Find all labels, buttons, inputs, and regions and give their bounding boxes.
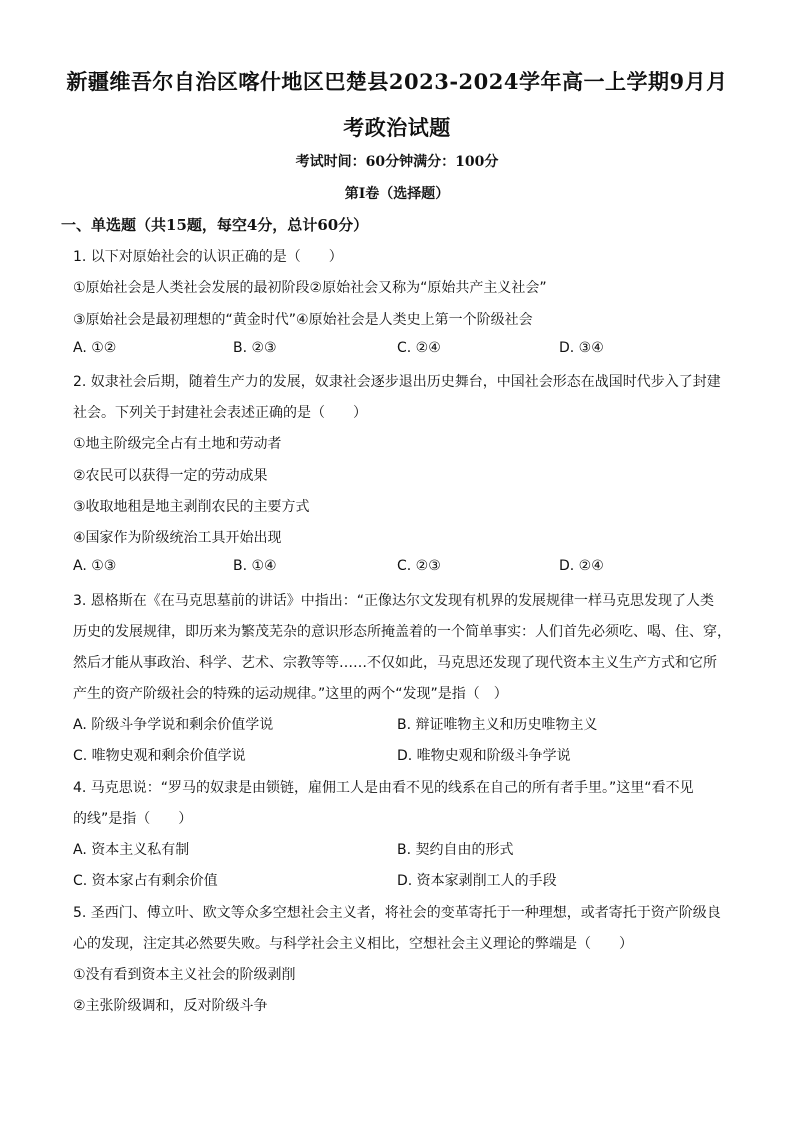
question-2-option-c: C. ②③	[397, 558, 441, 574]
question-5-stem: 5. 圣西门、傅立叶、欧文等众多空想社会主义者，将社会的变革寄托于一种理想，或者寄托于资产阶级良	[73, 905, 721, 921]
question-3-option-a: A. 阶级斗争学说和剩余价值学说	[73, 717, 274, 733]
question-3-stem: 产生的资产阶级社会的特殊的运动规律。”这里的两个“发现”是指（ ）	[73, 686, 508, 702]
exam-title-line1: 新疆维吾尔自治区喀什地区巴楚县2023-2024学年高一上学期9月月	[66, 69, 728, 94]
question-3-option-b: B. 辩证唯物主义和历史唯物主义	[397, 717, 598, 733]
question-2-statement: ①地主阶级完全占有土地和劳动者	[73, 436, 282, 452]
question-1-option-a: A. ①②	[73, 340, 117, 356]
question-3-stem: 3. 恩格斯在《在马克思墓前的讲话》中指出：“正像达尔文发现有机界的发展规律一样马克思发现了人类	[73, 593, 715, 609]
question-5-statement: ②主张阶级调和，反对阶级斗争	[73, 998, 268, 1014]
exam-title-line2: 考政治试题	[343, 115, 451, 140]
question-2-stem: 2. 奴隶社会后期，随着生产力的发展，奴隶社会逐步退出历史舞台，中国社会形态在战国时代步入了封建	[73, 374, 721, 390]
exam-info: 考试时间：60分钟满分：100分	[295, 154, 499, 170]
section-heading: 一、单选题（共15题，每空4分，总计60分）	[61, 216, 369, 234]
question-2-statement: ③收取地租是地主剥削农民的主要方式	[73, 499, 310, 515]
question-1-option-d: D. ③④	[559, 340, 604, 356]
question-4-stem: 4. 马克思说：“罗马的奴隶是由锁链，雇佣工人是由看不见的线系在自己的所有者手里。”这里“看不见	[73, 780, 694, 796]
question-4-option-a: A. 资本主义私有制	[73, 842, 190, 858]
question-2-stem: 社会。下列关于封建社会表述正确的是（ ）	[73, 405, 367, 421]
question-1-stem: 1. 以下对原始社会的认识正确的是（ ）	[73, 249, 343, 265]
question-3-stem: 历史的发展规律，即历来为繁茂芜杂的意识形态所掩盖着的一个简单事实：人们首先必须吃、喝、住、穿，	[73, 624, 731, 640]
question-2-option-a: A. ①③	[73, 558, 117, 574]
question-1-statement: ③原始社会是最初理想的“黄金时代”④原始社会是人类史上第一个阶级社会	[73, 312, 533, 328]
question-1-option-c: C. ②④	[397, 340, 441, 356]
question-1-statement: ①原始社会是人类社会发展的最初阶段②原始社会又称为“原始共产主义社会”	[73, 280, 547, 296]
question-3-stem: 然后才能从事政治、科学、艺术、宗教等等……不仅如此，马克思还发现了现代资本主义生产方式和它所	[73, 655, 717, 671]
question-2-option-d: D. ②④	[559, 558, 604, 574]
question-4-option-d: D. 资本家剥削工人的手段	[397, 873, 557, 889]
question-3-option-c: C. 唯物史观和剩余价值学说	[73, 748, 246, 764]
question-5-stem: 心的发现，注定其必然要失败。与科学社会主义相比，空想社会主义理论的弊端是（ ）	[73, 936, 633, 952]
question-1-option-b: B. ②③	[233, 340, 277, 356]
question-2-statement: ②农民可以获得一定的劳动成果	[73, 468, 268, 484]
question-2-option-b: B. ①④	[233, 558, 277, 574]
question-4-stem: 的线”是指（ ）	[73, 811, 193, 827]
question-2-statement: ④国家作为阶级统治工具开始出现	[73, 530, 282, 546]
question-4-option-b: B. 契约自由的形式	[397, 842, 514, 858]
question-5-statement: ①没有看到资本主义社会的阶级剥削	[73, 967, 296, 983]
question-4-option-c: C. 资本家占有剩余价值	[73, 873, 218, 889]
volume-heading: 第I卷（选择题）	[344, 186, 450, 202]
question-3-option-d: D. 唯物史观和阶级斗争学说	[397, 748, 571, 764]
